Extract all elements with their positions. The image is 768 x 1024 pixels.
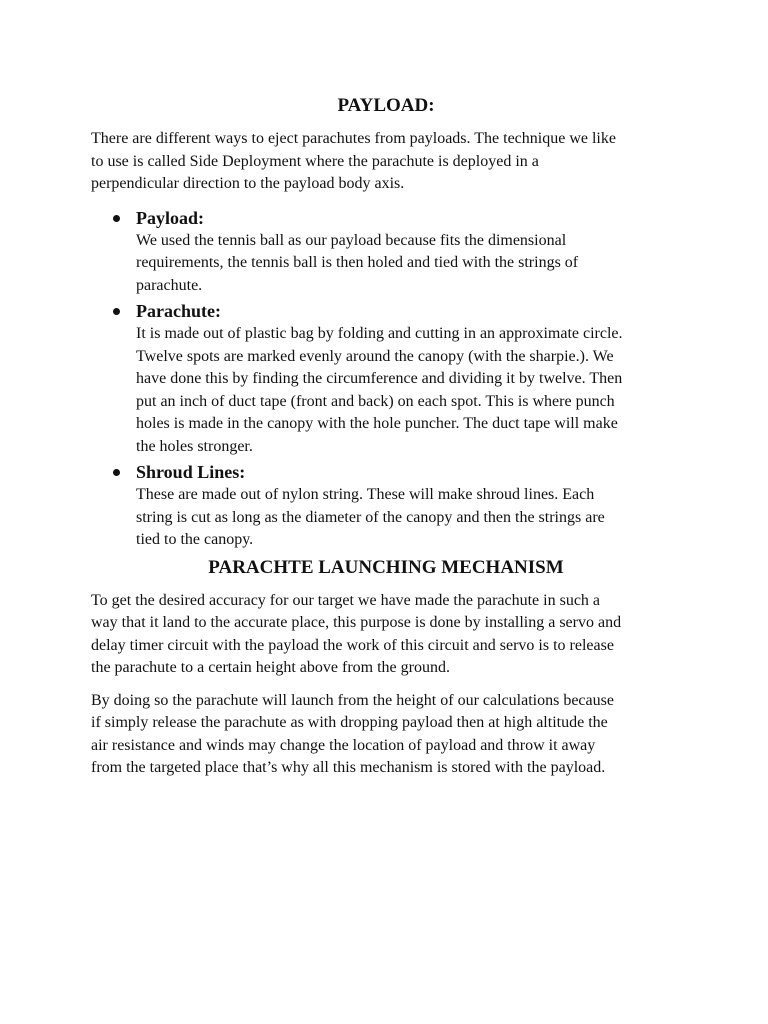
list-item-body <box>136 323 681 458</box>
body-line: from the targeted place that’s why all this mechanism is stored with the payload. <box>91 759 606 776</box>
component-list <box>91 206 681 552</box>
body-line: string is cut as long as the diameter of the canopy and then the strings are <box>136 508 605 526</box>
list-item-title: Shroud Lines: <box>136 462 246 482</box>
body-line: have done this by finding the circumference and dividing it by twelve. Then <box>136 370 623 387</box>
body-line: way that it land to the accurate place, this purpose is done by installing a servo and <box>91 614 622 631</box>
body-line: Twelve spots are marked evenly around the canopy (with the sharpie.). We <box>136 347 614 365</box>
body-line: We used the tennis ball as our payload because fits the dimensional <box>136 231 567 249</box>
body-line: parachute. <box>136 276 203 294</box>
body-line: the holes stronger. <box>136 437 253 455</box>
list-item-parachute <box>91 299 681 458</box>
document-page <box>91 94 681 790</box>
intro-line: perpendicular direction to the payload body axis. <box>91 175 405 192</box>
list-item-title: Parachute: <box>136 301 221 321</box>
list-item-title: Payload: <box>136 207 205 228</box>
heading-launching-mechanism: PARACHTE LAUNCHING MECHANISM <box>208 556 564 578</box>
bullet-icon <box>113 308 120 315</box>
body-line: holes is made in the canopy with the hole puncher. The duct tape will make <box>136 415 618 432</box>
body-line: the parachute to a certain height above from the ground. <box>91 659 450 676</box>
body-line: These are made out of nylon string. These will make shroud lines. Each <box>136 486 595 503</box>
intro-paragraph <box>91 128 681 196</box>
list-item-shroud-lines <box>91 460 681 552</box>
bullet-icon <box>113 215 120 222</box>
mechanism-paragraph-1 <box>91 590 681 680</box>
intro-line: to use is called Side Deployment where the parachute is deployed in a <box>91 152 539 170</box>
list-item-payload <box>91 206 681 298</box>
body-line: air resistance and winds may change the location of payload and throw it away <box>91 736 596 754</box>
body-line: To get the desired accuracy for our target we have made the parachute in such a <box>91 591 601 609</box>
body-line: requirements, the tennis ball is then holed and tied with the strings of <box>136 254 579 271</box>
list-item-body <box>136 484 681 552</box>
body-line: It is made out of plastic bag by folding and cutting in an approximate circle. <box>136 325 623 342</box>
mechanism-paragraph-2 <box>91 690 681 780</box>
heading-payload: PAYLOAD: <box>337 95 435 116</box>
body-line: tied to the canopy. <box>136 531 254 548</box>
body-line: delay timer circuit with the payload the work of this circuit and servo is to release <box>91 636 614 654</box>
bullet-icon <box>113 469 120 476</box>
body-line: put an inch of duct tape (front and back) on each spot. This is where punch <box>136 392 615 410</box>
list-item-body <box>136 230 681 298</box>
intro-line: There are different ways to eject parachutes from payloads. The technique we like <box>91 130 616 147</box>
body-line: By doing so the parachute will launch from the height of our calculations because <box>91 691 614 709</box>
body-line: if simply release the parachute as with dropping payload then at high altitude the <box>91 714 608 731</box>
